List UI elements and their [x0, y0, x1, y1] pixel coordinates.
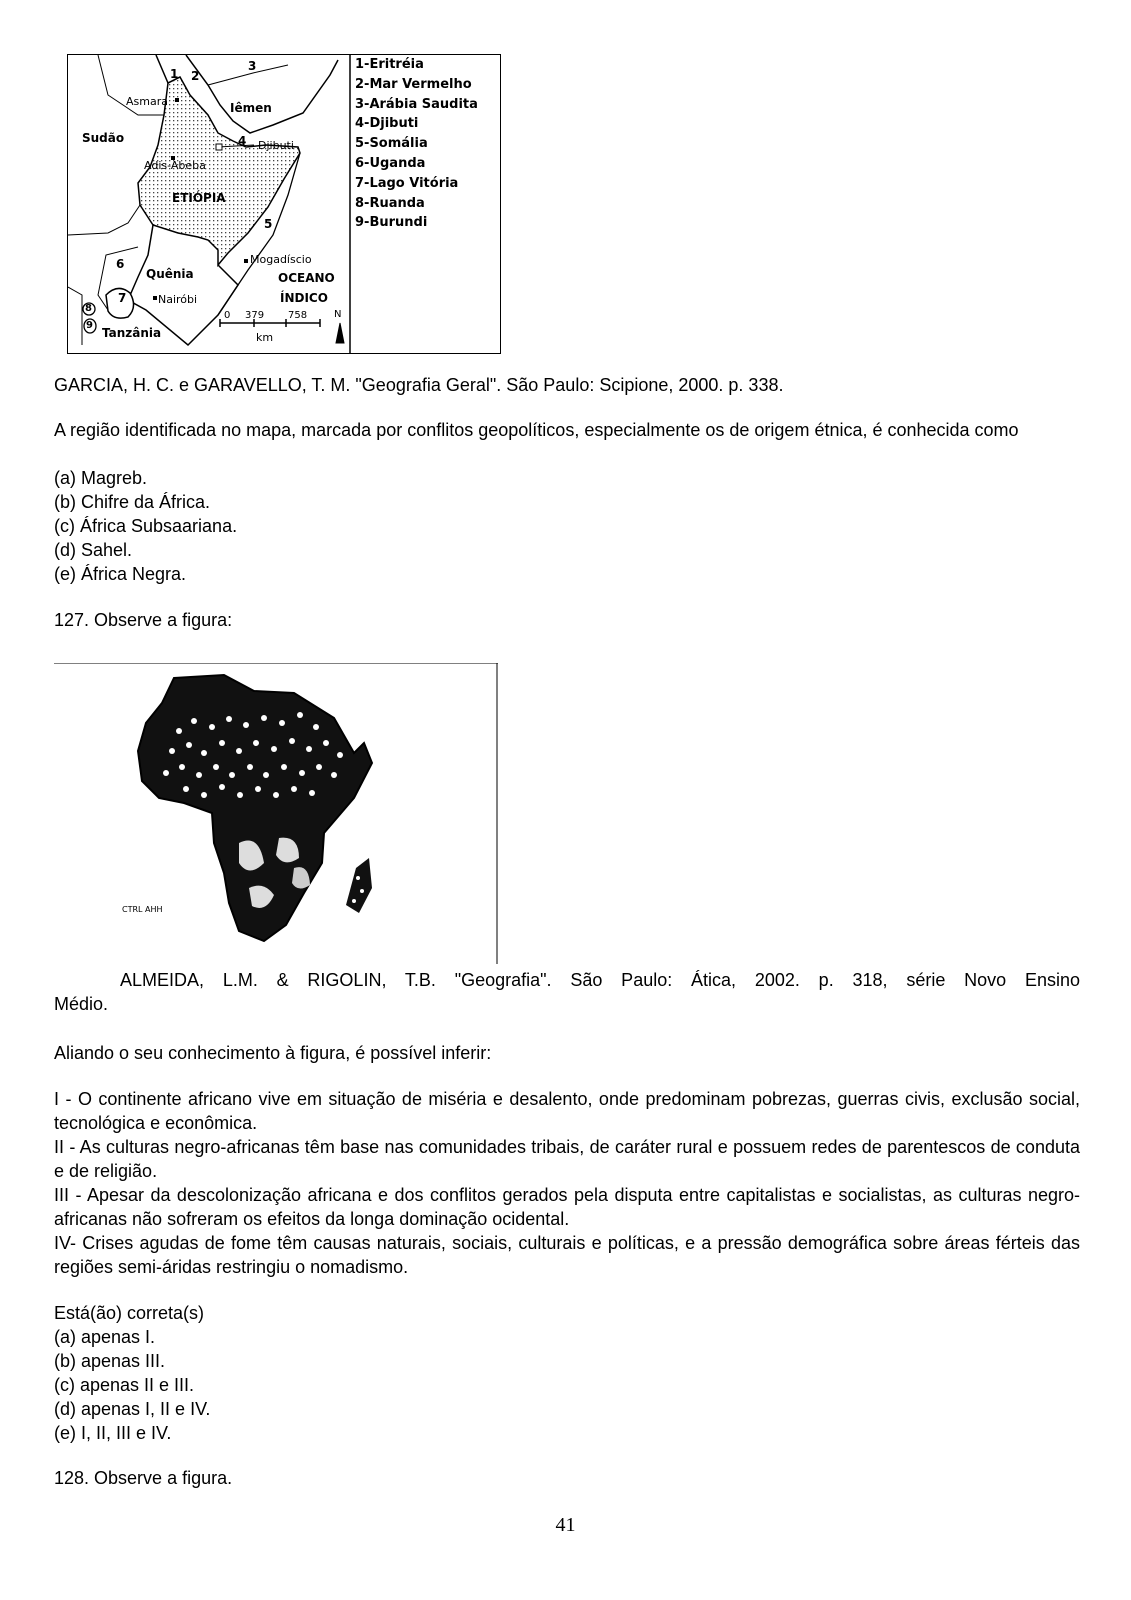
- country-quenia: Quênia: [146, 267, 194, 281]
- option-d[interactable]: (d) apenas I, II e IV.: [54, 1399, 211, 1419]
- horn-of-africa-map: [67, 54, 501, 354]
- scale-label-758: 758: [288, 310, 308, 321]
- statement-iv: IV- Crises agudas de fome têm causas naturais, sociais, culturais e políticas, e a pressão demográfica sobre áreas férteis das regiões semi-áridas restringiu o nomadismo.: [54, 1233, 1080, 1277]
- statement-ii: II - As culturas negro-africanas têm base nas comunidades tribais, de caráter rural e possuem redes de parentescos de conduta e de religião.: [54, 1137, 1080, 1181]
- city-djibuti: Djibuti: [258, 139, 294, 152]
- country-iemen: Iêmen: [230, 101, 272, 115]
- option-b[interactable]: (b) Chifre da África.: [54, 492, 211, 512]
- option-c[interactable]: (c) apenas II e III.: [54, 1375, 195, 1395]
- legend-item: 4-Djibuti: [355, 116, 419, 132]
- citation-almeida-line2: Médio.: [54, 994, 109, 1014]
- country-tanzania: Tanzânia: [102, 326, 162, 340]
- africa-figure: [54, 663, 498, 964]
- madagascar: [346, 858, 372, 913]
- map-number-7: 7: [118, 291, 127, 305]
- map-number-9: 9: [86, 320, 93, 331]
- option-d[interactable]: (d) Sahel.: [54, 540, 133, 560]
- west-border: [68, 287, 82, 345]
- option-b[interactable]: (b) apenas III.: [54, 1351, 166, 1371]
- north-arrow: [336, 323, 344, 343]
- map-number-6: 6: [116, 257, 125, 271]
- citation-almeida-line1: ALMEIDA, L.M. & RIGOLIN, T.B. "Geografia". São Paulo: Ática, 2002. p. 318, série Novo Ensino: [120, 970, 1080, 990]
- nairobi-dot: [153, 296, 157, 300]
- ocean-label-indico: ÍNDICO: [280, 291, 328, 305]
- question-128-title: 128. Observe a figura.: [54, 1468, 233, 1488]
- legend-item: 6-Uganda: [355, 155, 426, 171]
- scale-label-0: 0: [224, 310, 231, 321]
- map-number-1: 1: [170, 67, 179, 81]
- statement-iii: III - Apesar da descolonização africana e dos conflitos gerados pela disputa entre capitalistas e socialistas, as culturas negro-africanas não sofreram os efeitos da longa dominação ocidental.: [54, 1185, 1080, 1229]
- legend-item: 2-Mar Vermelho: [355, 76, 472, 92]
- sudan-border: [68, 205, 140, 235]
- question-127-options: [54, 1325, 1080, 1445]
- option-a[interactable]: (a) Magreb.: [54, 468, 148, 488]
- city-nairobi: Nairóbi: [158, 293, 198, 306]
- citation-garcia: GARCIA, H. C. e GARAVELLO, T. M. "Geografia Geral". São Paulo: Scipione, 2000. p. 338.: [54, 375, 784, 395]
- citation-almeida: [54, 968, 1080, 1016]
- statement-i: I - O continente africano vive em situação de miséria e desalento, onde predominam pobrezas, guerras civis, exclusão social, tecnológica e econômica.: [54, 1089, 1080, 1133]
- question-126-stem: A região identificada no mapa, marcada por conflitos geopolíticos, especialmente os de origem étnica, é conhecida como: [54, 420, 1019, 440]
- legend-item: 5-Somália: [355, 136, 428, 152]
- scale-label-379: 379: [245, 310, 265, 321]
- legend-item: 8-Ruanda: [355, 195, 425, 211]
- question-127-prompt: Aliando o seu conhecimento à figura, é possível inferir:: [54, 1043, 492, 1063]
- page-number: 41: [555, 1514, 576, 1536]
- legend-item: 3-Arábia Saudita: [355, 96, 478, 112]
- question-127-statements: [54, 1087, 1080, 1279]
- ocean-label: OCEANO: [278, 271, 335, 285]
- question-127-ask: Está(ão) correta(s): [54, 1303, 205, 1323]
- map-number-5: 5: [264, 217, 273, 231]
- option-e[interactable]: (e) I, II, III e IV.: [54, 1423, 172, 1443]
- option-c[interactable]: (c) África Subsaariana.: [54, 516, 238, 536]
- legend-item: 7-Lago Vitória: [355, 175, 459, 191]
- map-legend: [355, 55, 500, 233]
- option-e[interactable]: (e) África Negra.: [54, 564, 187, 584]
- question-126-options: [54, 466, 1080, 586]
- question-127-title: 127. Observe a figura:: [54, 610, 233, 630]
- scale-unit: km: [256, 331, 274, 344]
- north-label: N: [334, 309, 342, 320]
- legend-item: 1-Eritréia: [355, 57, 424, 72]
- map-number-2: 2: [191, 69, 200, 83]
- djibuti-marker: [216, 144, 222, 150]
- mogadiscio-dot: [244, 259, 248, 263]
- city-mogadiscio: Mogadíscio: [250, 253, 312, 266]
- map-number-8: 8: [85, 303, 92, 314]
- map-number-4: 4: [238, 134, 247, 148]
- map-number-3: 3: [248, 59, 257, 73]
- country-etiopia: ETIÓPIA: [172, 191, 226, 205]
- city-asmara: Asmara: [126, 95, 168, 108]
- figure-caption-mark: CTRL AHH: [122, 905, 163, 914]
- city-adis-abeba: Adis-Abeba: [144, 159, 206, 172]
- africa-drawing: [54, 663, 498, 964]
- country-sudao: Sudão: [82, 131, 125, 145]
- option-a[interactable]: (a) apenas I.: [54, 1327, 156, 1347]
- legend-item: 9-Burundi: [355, 215, 428, 231]
- asmara-dot: [175, 98, 179, 102]
